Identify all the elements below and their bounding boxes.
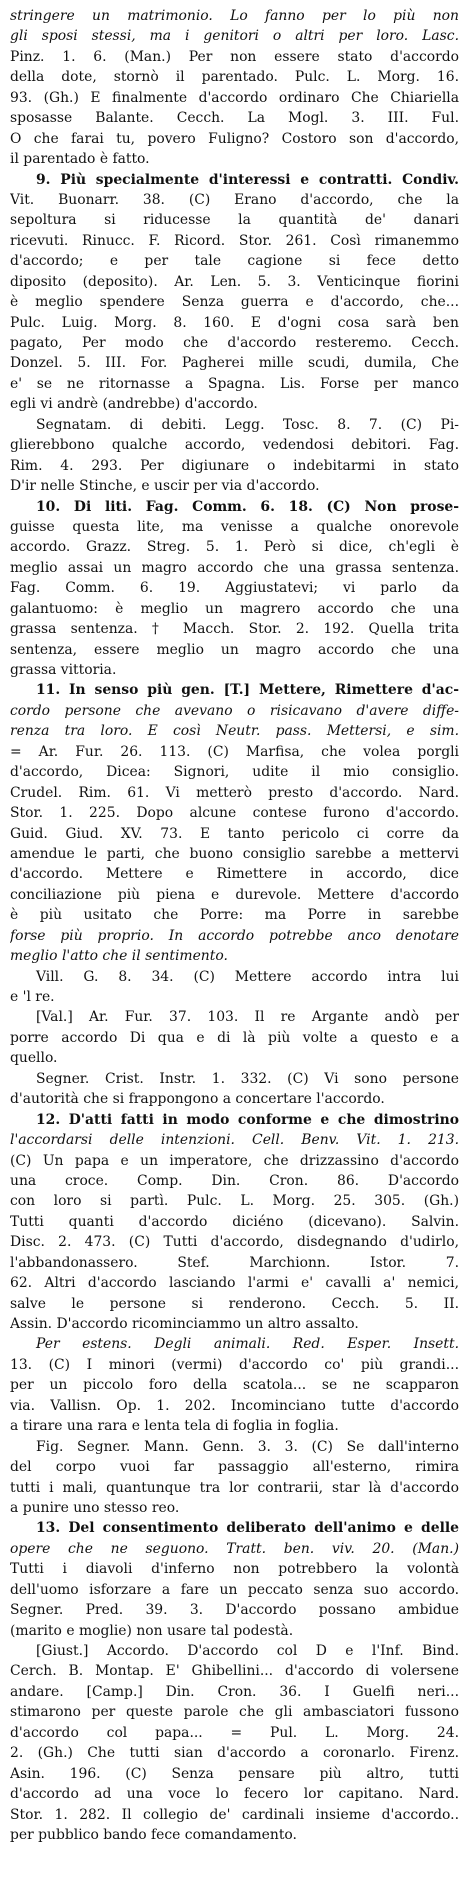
text-line: diposito (deposito). Ar. Len. 5. 3. Venticinque fiorini [10, 273, 459, 290]
text-line: 12. D'atti fatti in modo conforme e che dimostrino [36, 1111, 459, 1128]
text-line: dell'uomo isforzare a fare un peccato senza suo accordo. [10, 1581, 459, 1598]
text-line: a tirare una rara e lenta tela di foglia in foglia. [10, 1418, 339, 1435]
text-line: stringere un matrimonio. Lo fanno per lo più non [10, 8, 459, 24]
text-line: ricevuti. Rinucc. F. Ricord. Stor. 261. Così rimanemmo [10, 232, 459, 249]
text-line: 9. Più specialmente d'interessi e contratti. Condiv. [36, 171, 459, 188]
text-line: Vit. Buonarr. 38. (C) Erano d'accordo, che la [10, 191, 459, 208]
text-line: andare. [Camp.] Din. Cron. 36. I Guelfi neri... [10, 1683, 459, 1700]
text-line: l'abbandonassero. Stef. Marchionn. Istor. 7. [10, 1254, 459, 1271]
text-line: con loro si partì. Pulc. L. Morg. 25. 305. (Gh.) [10, 1193, 459, 1210]
text-line: Pulc. Luig. Morg. 8. 160. E d'ogni cosa sarà ben [10, 314, 459, 331]
text-line: 93. (Gh.) E finalmente d'accordo ordinaro Che Chiariella [10, 89, 459, 106]
text-line: Crudel. Rim. 61. Vi metterò presto d'accordo. Nard. [10, 784, 459, 801]
text-line: d'accordo col papa... = Pul. L. Morg. 24. [10, 1724, 459, 1741]
text-line: (C) Un papa e un imperatore, che drizzassino d'accordo [10, 1152, 459, 1169]
text-line: per un piccolo foro della scatola... se ne scapparon [10, 1377, 459, 1394]
text-line: cordo persone che avevano o risicavano d'avere diffe- [10, 702, 459, 719]
text-line: Tutti i diavoli d'inferno non potrebbero la volontà [10, 1561, 459, 1578]
text-line: Tutti quanti d'accordo diciéno (dicevano). Salvin. [10, 1213, 459, 1230]
text-line: [Val.] Ar. Fur. 37. 103. Il re Argante andò per [36, 1009, 459, 1026]
text-line: Rim. 4. 293. Per digiunare o indebitarmi in stato [10, 457, 459, 474]
text-line: Per estens. Degli animali. Red. Esper. Insett. [36, 1336, 459, 1353]
text-line: = Ar. Fur. 26. 113. (C) Marfisa, che volea porgli [10, 743, 459, 760]
text-line: Disc. 2. 473. (C) Tutti d'accordo, disdegnando d'udirlo, [10, 1234, 459, 1251]
text-line: 62. Altri d'accordo lasciando l'armi e' cavalli a' nemici, [10, 1275, 459, 1292]
text-line: renza tra loro. E così Neutr. pass. Mettersi, e sim. [10, 723, 459, 740]
text-line: sentenza, essere meglio un magro accordo che una [10, 641, 459, 658]
text-line: è più usitato che Porre: ma Porre in sarebbe [10, 907, 459, 924]
text-line: amendue le parti, che buono consiglio sarebbe a mettervi [10, 845, 459, 862]
text-line: grassa sentenza. † Macch. Stor. 2. 192. Quella trita [10, 621, 459, 638]
text-line: 10. Di liti. Fag. Comm. 6. 18. (C) Non prose- [36, 498, 459, 515]
text-line: d'accordo, Dicea: Signori, udite il mio consiglio. [10, 764, 459, 781]
text-line: conciliazione più piena e durevole. Mettere d'accordo [10, 886, 459, 903]
text-line: [Giust.] Accordo. D'accordo col D e l'Inf. Bind. [36, 1643, 459, 1659]
text-line: d'accordo ad una voce lo fecero lor capitano. Nard. [10, 1786, 459, 1803]
text-line: porre accordo Di qua e di là più volte a questo e a [10, 1029, 459, 1046]
text-line: il parentado è fatto. [10, 151, 150, 168]
text-line: d'autorità che si frappongono a concertare l'accordo. [10, 1091, 385, 1108]
text-line: Assin. D'accordo ricominciammo un altro assalto. [10, 1316, 359, 1332]
text-line: forse più proprio. In accordo potrebbe anco denotare [10, 927, 459, 944]
text-line: per pubblico bando fece comandamento. [10, 1826, 297, 1843]
text-line: Stor. 1. 225. Dopo alcune contese furono d'accordo. [10, 805, 459, 822]
text-line: 11. In senso più gen. [T.] Mettere, Rimettere d'ac- [36, 682, 459, 699]
text-line: del corpo vuoi far passaggio all'esterno, rimira [10, 1459, 459, 1476]
text-line: Segner. Pred. 39. 3. D'accordo possano ambidue [10, 1602, 459, 1619]
text-line: 13. Del consentimento deliberato dell'animo e delle [36, 1520, 459, 1537]
text-line: quello. [10, 1050, 58, 1067]
text-line: Vill. G. 8. 34. (C) Mettere accordo intra lui [36, 968, 459, 985]
text-line: salve le persone si renderono. Cecch. 5. II. [10, 1295, 459, 1312]
text-line: d'accordo; e per tale cagione si fece detto [10, 253, 459, 270]
text-line: pagato, Per modo che d'accordo resteremo. Cecch. [10, 335, 459, 351]
text-line: guisse questa lite, ma venisse a qualche onorevole [10, 518, 459, 535]
text-line: Segner. Crist. Instr. 1. 332. (C) Vi sono persone [36, 1070, 459, 1087]
text-line: sepoltura si riducesse la quantità de' danari [10, 212, 459, 229]
text-line: e' se ne ritornasse a Spagna. Lis. Forse per manco [10, 375, 459, 392]
text-line: e 'l re. [10, 989, 55, 1005]
text-line: galantuomo: è meglio un magrero accordo che una [10, 600, 459, 617]
text-line: sposasse Balante. Cecch. La Mogl. 3. III. Ful. [10, 110, 459, 127]
text-line: una croce. Comp. Din. Cron. 86. D'accordo [10, 1172, 459, 1189]
text-line: O che farai tu, povero Fuligno? Costoro son d'accordo, [10, 130, 459, 147]
text-line: accordo. Grazz. Streg. 5. 1. Però si dice, ch'egli è [10, 539, 459, 556]
text-line: è meglio spendere Senza guerra e d'accordo, che... [10, 294, 459, 311]
text-line: opere che ne seguono. Tratt. ben. viv. 20. (Man.) [10, 1540, 459, 1557]
text-line: glierebbono qualche accordo, vedendosi debitori. Fag. [10, 437, 459, 454]
text-line: Pinz. 1. 6. (Man.) Per non essere stato d'accordo [10, 48, 459, 65]
text-line: tutti i mali, quantunque tra lor contrarii, star là d'accordo [10, 1479, 459, 1496]
text-line: d'accordo. Mettere e Rimettere in accordo, dice [10, 866, 459, 883]
text-line: Donzel. 5. III. For. Pagherei mille scudi, dumila, Che [10, 355, 459, 372]
text-line: Stor. 1. 282. Il collegio de' cardinali insieme d'accordo.. [10, 1806, 459, 1823]
text-line: D'ir nelle Stinche, e uscir per via d'accordo. [10, 478, 320, 495]
text-line: Asin. 196. (C) Senza pensare più altro, tutti [10, 1765, 459, 1782]
text-line: meglio l'atto che il sentimento. [10, 948, 228, 965]
text-line: l'accordarsi delle intenzioni. Cell. Benv. Vit. 1. 213. [10, 1132, 459, 1149]
text-line: Cerch. B. Montap. E' Ghibellini... d'accordo di volersene [10, 1663, 459, 1680]
text-line: della dote, stornò il parentado. Pulc. L. Morg. 16. [10, 69, 459, 86]
text-line: 13. (C) I minori (vermi) d'accordo co' più grandi... [10, 1356, 459, 1373]
text-line: grassa vittoria. [10, 662, 117, 678]
text-line: gli sposi stessi, ma i genitori o altri per loro. Lasc. [10, 28, 459, 45]
text-line: 2. (Gh.) Che tutti sian d'accordo a coronarlo. Firenz. [10, 1745, 459, 1762]
text-line: Fig. Segner. Mann. Genn. 3. 3. (C) Se dall'interno [36, 1438, 459, 1455]
text-line: (marito e moglie) non usare tal podestà. [10, 1622, 294, 1639]
text-line: a punire uno stesso reo. [10, 1499, 180, 1516]
text-line: egli vi andrè (andrebbe) d'accordo. [10, 396, 258, 413]
text-line: Guid. Giud. XV. 73. E tanto pericolo ci corre da [10, 825, 459, 842]
text-line: Segnatam. di debiti. Legg. Tosc. 8. 7. (C) Pi- [36, 416, 459, 433]
text-line: Fag. Comm. 6. 19. Aggiustatevi; vi parlo da [10, 580, 459, 597]
text-line: via. Vallisn. Op. 1. 202. Incominciano tutte d'accordo [10, 1397, 459, 1414]
text-line: meglio assai un magro accordo che una grassa sentenza. [10, 559, 459, 576]
text-line: stimarono per queste parole che gli ambasciatori fussono [10, 1704, 459, 1721]
